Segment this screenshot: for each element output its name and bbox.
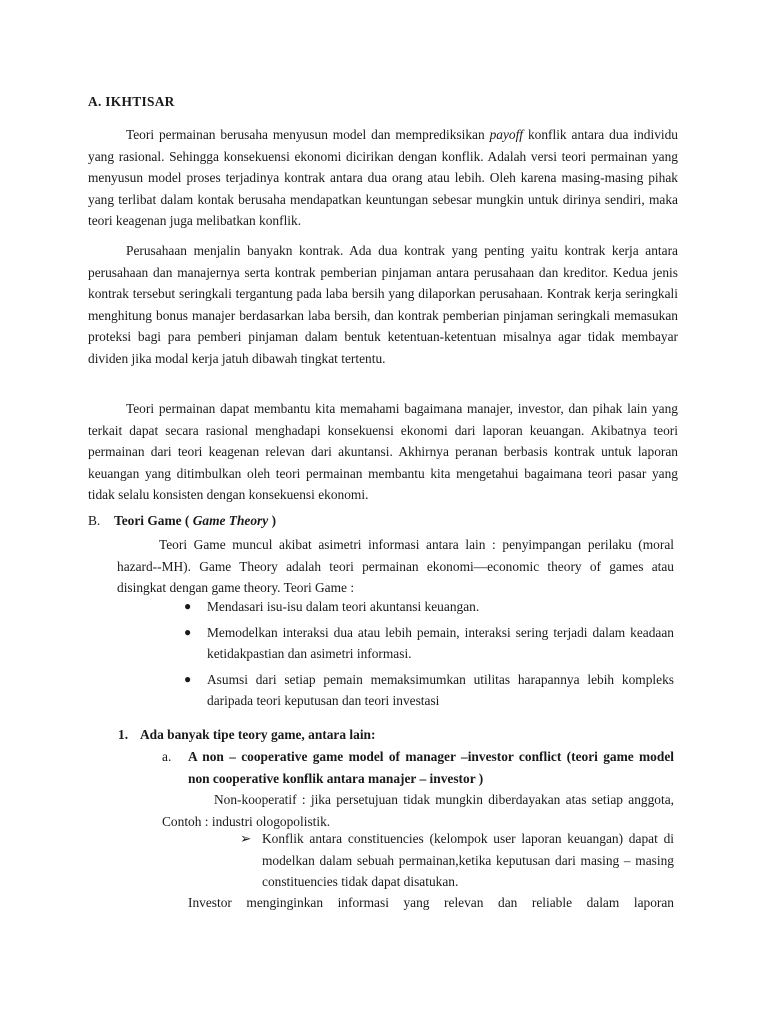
- subsection-a: [162, 746, 674, 789]
- subsection-a-label: a.: [162, 749, 172, 764]
- section-a-paragraph-2: [88, 240, 678, 369]
- section-b-number: B.: [88, 513, 101, 528]
- p1-post: konflik antara dua individu yang rasional. Sehingga konsekuensi ekonomi dicirikan dengan konflik. Adalah versi teori permainan yang menyusun model proses terjadinya kontrak antara dua orang atau lebih. Oleh karena masing-masing pihak yang terlibat dalam kontak berusaha mendapatkan keuntungan sebesar mungkin untuk dirinya sendiri, maka teori keagenan juga melibatkan konflik.: [88, 127, 678, 228]
- p3-text: Teori permainan dapat membantu kita memahami bagaimana manajer, investor, dan pihak lain yang terkait dapat secara rasional menghadapi konsekuensi ekonomi dari laporan keuangan. Akibatnya teori permainan dari teori keagenan relevan dari akuntansi. Akhirnya peranan berbasis kontrak untuk laporan keuangan yang ditimbulkan oleh teori permainan membantu kita mengetahui bagaimana teori pasar yang tidak selalu konsisten dengan konsekuensi ekonomi.: [88, 401, 678, 502]
- section-b-intro: [117, 534, 674, 599]
- non-cooperative-definition: [162, 789, 674, 832]
- subsection-1-number: 1.: [118, 727, 129, 742]
- section-a-paragraph-1: [88, 124, 678, 232]
- section-b-intro-text: Teori Game muncul akibat asimetri informasi antara lain : penyimpangan perilaku (moral hazard--MH). Game Theory adalah teori permainan ekonomi—economic theory of games atau disingkat dengan game theory. Teori Game :: [117, 537, 674, 595]
- section-b-heading-pre: Teori Game (: [114, 513, 193, 528]
- bullet-text: Mendasari isu-isu dalam teori akuntansi keuangan.: [207, 599, 480, 614]
- section-b-heading-italic: Game Theory: [192, 513, 269, 528]
- p1-italic: payoff: [489, 127, 524, 142]
- list-item: [184, 669, 674, 712]
- p1-pre: Teori permainan berusaha menyusun model dan memprediksikan: [126, 127, 490, 142]
- list-item: [184, 622, 674, 665]
- arrow-item-text: Konflik antara constituencies (kelompok user laporan keuangan) dapat di modelkan dalam sebuah permainan,ketika keputusan dari masing – masing constituencies tidak dapat disatukan.: [262, 831, 674, 889]
- subsection-1-title: Ada banyak tipe teory game, antara lain:: [140, 727, 376, 742]
- bullet-icon: ●: [184, 599, 192, 613]
- arrow-bullet-icon: ➢: [240, 831, 252, 846]
- investor-paragraph: Investor menginginkan informasi yang relevan dan reliable dalam laporan: [188, 895, 674, 910]
- section-b-heading-post: ): [268, 513, 277, 528]
- non-cooperative-text: Non-kooperatif : jika persetujuan tidak mungkin diberdayakan atas setiap anggota, Contoh : industri ologopolistik.: [162, 792, 674, 829]
- section-b-heading: [88, 513, 276, 529]
- bullet-text: Asumsi dari setiap pemain memaksimumkan utilitas harapannya lebih kompleks daripada teori keputusan dan teori investasi: [207, 671, 674, 708]
- section-a-heading: A. IKHTISAR: [88, 94, 175, 109]
- arrow-list-item: [240, 828, 674, 893]
- section-b-bullet-list: [184, 596, 674, 716]
- bullet-icon: ●: [184, 671, 192, 686]
- list-item: [184, 596, 674, 618]
- section-a-paragraph-3: [88, 398, 678, 506]
- bullet-text: Memodelkan interaksi dua atau lebih pemain, interaksi sering terjadi dalam keadaan ketidakpastian dan asimetri informasi.: [207, 624, 674, 661]
- subsection-1-heading: [118, 727, 375, 743]
- bullet-icon: ●: [184, 624, 192, 639]
- p2-text: Perusahaan menjalin banyakn kontrak. Ada dua kontrak yang penting yaitu kontrak kerja antara perusahaan dan manajernya serta kontrak pemberian pinjaman antara perusahaan dan kreditor. Kedua jenis kontrak tersebut seringkali tergantung pada laba bersih yang dilaporkan perusahaan. Kontrak kerja seringkali menghitung bonus manajer berdasarkan laba bersih, dan kontrak pemberian pinjaman seringkali memasukan proteksi bagi para pemberi pinjaman dalam bentuk ketentuan-ketentuan misalnya agar tidak membayar dividen jika modal kerja jatuh dibawah tingkat tertentu.: [88, 243, 678, 366]
- subsection-a-title: A non – cooperative game model of manager –investor conflict (teori game model non cooperative konflik antara manajer – investor ): [188, 749, 674, 786]
